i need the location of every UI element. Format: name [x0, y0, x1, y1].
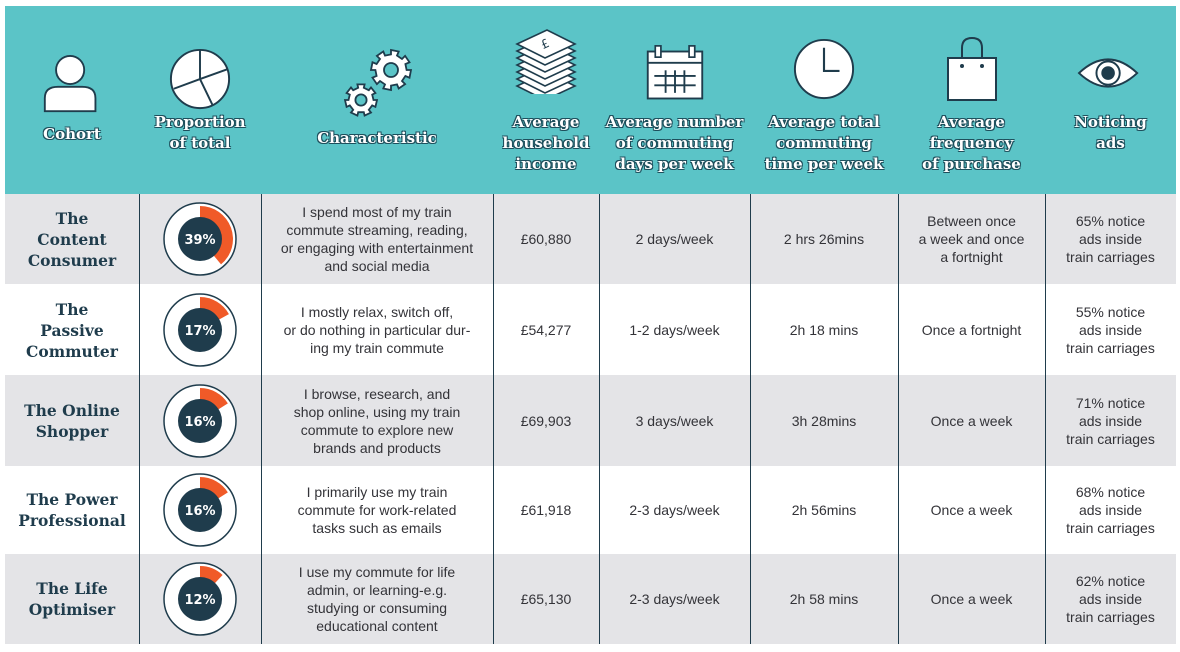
- cohort-name-line: The: [55, 299, 89, 319]
- header-label-line: of commuting: [615, 134, 734, 152]
- characteristic-line: I use my commute for life: [298, 564, 456, 580]
- header-label-line: Proportion: [154, 113, 246, 131]
- column-divider: [139, 194, 140, 644]
- cell-frequency: [898, 194, 1045, 284]
- cell-days: [599, 466, 750, 554]
- header-time: [750, 6, 898, 194]
- header-label-line: ads: [1096, 134, 1125, 152]
- column-divider: [261, 194, 262, 644]
- header-label: [1045, 112, 1176, 154]
- pie-chart-icon: [168, 48, 232, 112]
- proportion-donut: [162, 292, 238, 368]
- characteristic-text: [299, 563, 455, 635]
- frequency-line: Once a week: [930, 502, 1013, 518]
- characteristic-text: [284, 303, 471, 357]
- characteristic-line: shop online, using my train: [293, 403, 461, 420]
- cohort-name-line: Professional: [18, 511, 126, 530]
- header-label-line: time per week: [764, 155, 884, 173]
- cell-cohort: [5, 285, 139, 375]
- column-divider: [493, 194, 494, 644]
- income-text: £61,918: [520, 502, 572, 518]
- header-label: [493, 112, 599, 175]
- cell-days: [599, 285, 750, 375]
- days-text: 3 days/week: [635, 412, 714, 429]
- characteristic-line: admin, or learning-e.g.: [306, 582, 448, 598]
- days-text: 2-3 days/week: [629, 502, 720, 518]
- cell-ads: [1045, 554, 1176, 644]
- header-label-line: Average: [938, 113, 1005, 131]
- header-label: [898, 112, 1045, 175]
- calendar-icon: [643, 44, 707, 106]
- cohort-name-line: Shopper: [35, 421, 109, 441]
- frequency-text: [922, 321, 1022, 339]
- cohort-name: [26, 299, 118, 362]
- cohort-name: [18, 489, 126, 531]
- cell-income: [493, 466, 599, 554]
- cohort-name-line: Content: [37, 229, 107, 249]
- column-divider: [750, 194, 751, 644]
- header-label-line: days per week: [615, 155, 734, 173]
- characteristic-line: commute to explore new: [300, 421, 454, 438]
- characteristic-line: I spend most of my train: [302, 204, 452, 220]
- cohort-name: [24, 400, 120, 442]
- ads-line: 62% notice: [1075, 573, 1146, 589]
- percent-label: 39%: [184, 233, 216, 248]
- table-header: [5, 6, 1176, 194]
- characteristic-line: or engaging with entertainment: [280, 240, 474, 256]
- characteristic-line: brands and products: [313, 439, 441, 456]
- column-divider: [898, 194, 899, 644]
- percent-label: 16%: [184, 504, 216, 519]
- percent-label: 16%: [184, 414, 216, 430]
- ads-text: [1066, 394, 1155, 448]
- header-label-line: household: [502, 134, 590, 152]
- header-proportion: [139, 6, 261, 194]
- cohort-name-line: The Life: [36, 579, 108, 598]
- income-text: £60,880: [520, 231, 572, 247]
- cell-time: [750, 375, 898, 466]
- cell-proportion: [139, 554, 261, 644]
- cell-time: [750, 554, 898, 644]
- cell-ads: [1045, 194, 1176, 284]
- header-days: [599, 6, 750, 194]
- cell-income: [493, 375, 599, 466]
- header-ads: [1045, 6, 1176, 194]
- frequency-line: a fortnight: [940, 249, 1003, 265]
- ads-line: train carriages: [1066, 520, 1155, 536]
- cell-income: [493, 285, 599, 375]
- frequency-line: a week and once: [918, 231, 1025, 247]
- cell-time: [750, 466, 898, 554]
- header-label: [599, 112, 750, 175]
- frequency-text: [919, 212, 1025, 266]
- header-label-line: Average total: [768, 113, 880, 131]
- header-label-line: Average: [512, 113, 580, 131]
- time-text: 3h 28mins: [791, 412, 857, 429]
- characteristic-line: commute for work-related: [297, 502, 457, 518]
- frequency-line: Once a fortnight: [921, 322, 1022, 338]
- person-icon: [42, 52, 102, 116]
- ads-line: ads inside: [1078, 322, 1143, 338]
- cell-ads: [1045, 285, 1176, 375]
- cell-days: [599, 554, 750, 644]
- header-label-line: of total: [169, 134, 231, 152]
- table-row: [5, 554, 1176, 644]
- frequency-line: Once a week: [930, 412, 1013, 429]
- proportion-donut: [162, 472, 238, 548]
- header-income: [493, 6, 599, 194]
- cell-cohort: [5, 466, 139, 554]
- time-text: 2h 18 mins: [789, 322, 859, 338]
- header-label-line: frequency: [929, 134, 1014, 152]
- frequency-text: [931, 501, 1013, 519]
- percent-label: 12%: [184, 593, 216, 608]
- characteristic-text: [281, 203, 473, 275]
- time-text: 2 hrs 26mins: [783, 231, 865, 247]
- cell-proportion: [139, 466, 261, 554]
- ads-line: train carriages: [1066, 249, 1155, 265]
- cohort-name-line: Consumer: [27, 250, 117, 270]
- shopping-bag-icon: [940, 36, 1004, 102]
- header-label-line: Noticing: [1074, 113, 1147, 131]
- frequency-line: Between once: [927, 213, 1016, 229]
- cell-proportion: [139, 285, 261, 375]
- cohort-name: [28, 208, 116, 271]
- ads-line: train carriages: [1066, 430, 1155, 447]
- column-divider: [1045, 194, 1046, 644]
- header-label: [750, 112, 898, 175]
- cell-characteristic: [261, 375, 493, 466]
- days-text: 2-3 days/week: [629, 591, 720, 607]
- gears-icon: [339, 48, 415, 124]
- table-row: [5, 194, 1176, 284]
- header-cohort: [5, 6, 139, 194]
- cell-income: [493, 194, 599, 284]
- table-row: [5, 375, 1176, 466]
- cohort-name-line: The: [55, 208, 89, 228]
- percent-label: 17%: [184, 324, 216, 339]
- days-text: 1-2 days/week: [629, 322, 720, 338]
- header-label-line: commuting: [776, 134, 872, 152]
- header-frequency: [898, 6, 1045, 194]
- cohort-name-line: The Power: [26, 490, 118, 509]
- ads-line: ads inside: [1078, 502, 1143, 518]
- cell-cohort: [5, 375, 139, 466]
- cohort-table: [5, 6, 1176, 644]
- ads-line: ads inside: [1078, 412, 1143, 429]
- ads-text: [1066, 483, 1155, 537]
- eye-icon: [1076, 42, 1146, 106]
- cell-cohort: [5, 194, 139, 284]
- days-text: 2 days/week: [635, 231, 714, 247]
- characteristic-line: and social media: [324, 258, 430, 274]
- frequency-line: Once a week: [930, 591, 1013, 607]
- banknotes-icon: [511, 24, 581, 94]
- characteristic-text: [294, 385, 461, 457]
- characteristic-line: commute streaming, reading,: [286, 222, 468, 238]
- header-label: Characteristic: [317, 129, 437, 147]
- ads-line: 68% notice: [1075, 484, 1146, 500]
- header-label-line: Average number: [605, 113, 744, 131]
- cell-ads: [1045, 466, 1176, 554]
- cell-time: [750, 285, 898, 375]
- proportion-donut: [162, 201, 238, 277]
- characteristic-line: ing my train commute: [310, 340, 444, 356]
- frequency-text: [931, 590, 1013, 608]
- header-label: Cohort: [43, 125, 101, 143]
- cell-characteristic: [261, 554, 493, 644]
- time-text: 2h 56mins: [791, 502, 857, 518]
- ads-line: 65% notice: [1075, 213, 1146, 229]
- cell-time: [750, 194, 898, 284]
- ads-text: [1066, 303, 1155, 357]
- characteristic-line: I browse, research, and: [303, 385, 451, 402]
- frequency-text: [931, 412, 1013, 430]
- cell-income: [493, 554, 599, 644]
- cell-ads: [1045, 375, 1176, 466]
- proportion-donut: [162, 561, 238, 637]
- cohort-name-line: Optimiser: [28, 600, 116, 619]
- ads-text: [1066, 212, 1155, 266]
- income-text: £54,277: [520, 322, 572, 338]
- cell-characteristic: [261, 194, 493, 284]
- ads-text: [1066, 572, 1155, 626]
- proportion-donut: [162, 383, 238, 459]
- svg-text:£: £: [538, 36, 552, 52]
- cell-frequency: [898, 375, 1045, 466]
- header-characteristic: [261, 6, 493, 194]
- ads-line: train carriages: [1066, 340, 1155, 356]
- clock-icon: [792, 38, 856, 102]
- characteristic-line: tasks such as emails: [312, 520, 442, 536]
- cell-proportion: [139, 375, 261, 466]
- cell-frequency: [898, 285, 1045, 375]
- cell-characteristic: [261, 466, 493, 554]
- cohort-name-line: The Online: [24, 400, 120, 420]
- characteristic-text: [298, 483, 457, 537]
- cell-frequency: [898, 466, 1045, 554]
- ads-line: 71% notice: [1075, 394, 1146, 411]
- cohort-name-line: Passive: [40, 320, 104, 340]
- header-label: [139, 112, 261, 154]
- income-text: £69,903: [520, 412, 572, 429]
- ads-line: 55% notice: [1075, 304, 1146, 320]
- table-row: [5, 466, 1176, 554]
- table-row: [5, 285, 1176, 375]
- cell-cohort: [5, 554, 139, 644]
- cell-days: [599, 194, 750, 284]
- column-divider: [599, 194, 600, 644]
- header-label-line: income: [515, 155, 577, 173]
- cohort-name: [29, 578, 115, 620]
- time-text: 2h 58 mins: [789, 591, 859, 607]
- ads-line: ads inside: [1078, 231, 1143, 247]
- characteristic-line: educational content: [316, 618, 438, 634]
- cohort-name-line: Commuter: [26, 341, 118, 361]
- header-label-line: of purchase: [922, 155, 1021, 173]
- characteristic-line: or do nothing in particular dur-: [283, 322, 471, 338]
- cell-proportion: [139, 194, 261, 284]
- ads-line: train carriages: [1066, 609, 1155, 625]
- income-text: £65,130: [520, 591, 572, 607]
- cell-characteristic: [261, 285, 493, 375]
- characteristic-line: studying or consuming: [306, 600, 448, 616]
- characteristic-line: I primarily use my train: [306, 484, 448, 500]
- cell-frequency: [898, 554, 1045, 644]
- characteristic-line: I mostly relax, switch off,: [300, 304, 454, 320]
- cell-days: [599, 375, 750, 466]
- ads-line: ads inside: [1078, 591, 1143, 607]
